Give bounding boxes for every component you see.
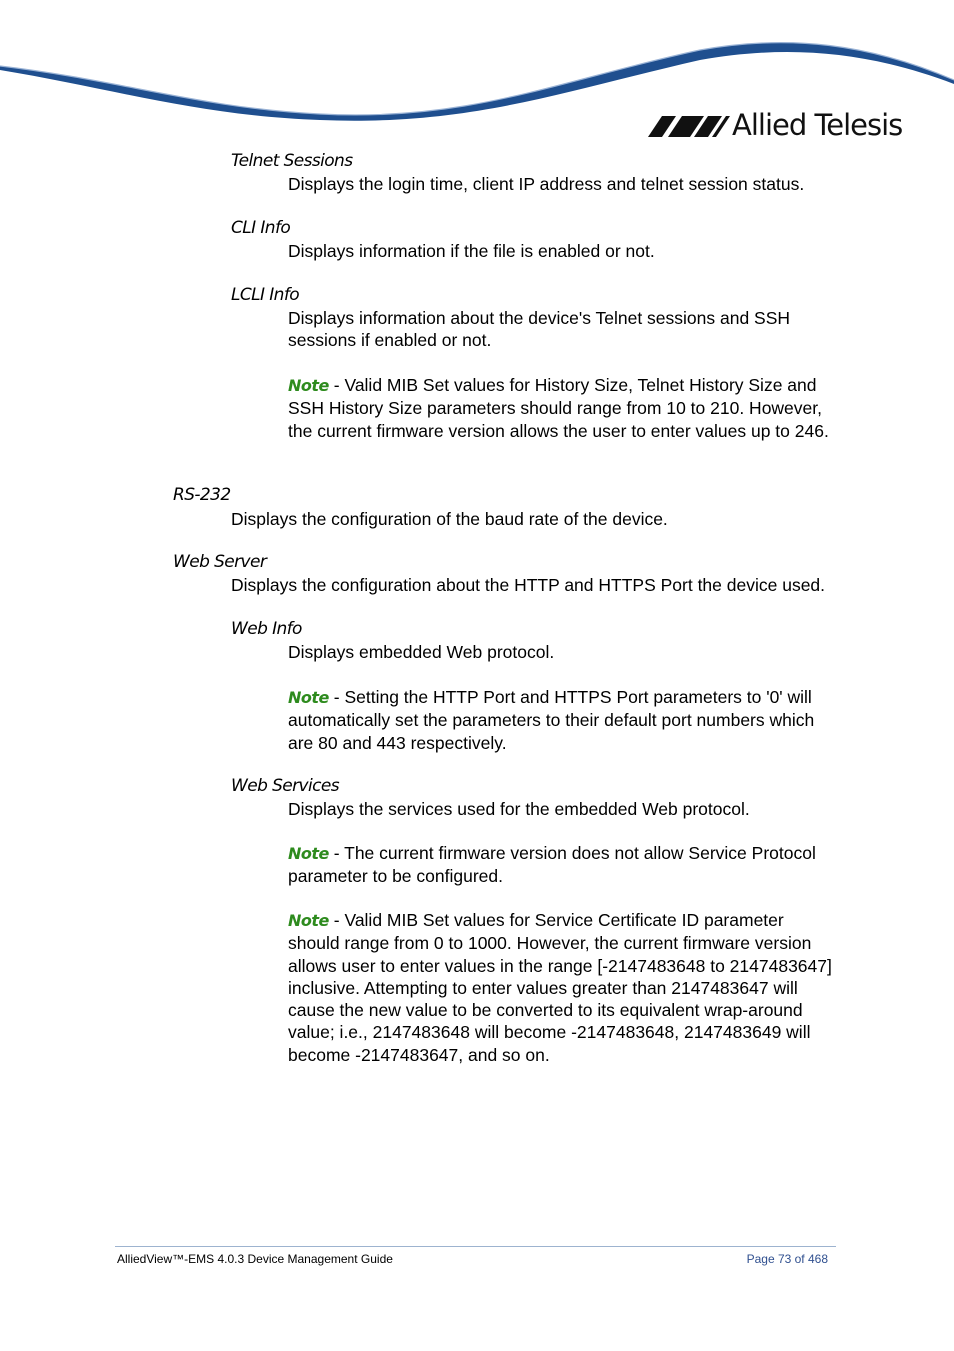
note-web-info [288, 686, 833, 754]
text-telnet-sessions: Displays the login time, client IP address and telnet session status. [288, 174, 805, 194]
text-web-info: Displays embedded Web protocol. [288, 642, 555, 662]
note-text: - Valid MIB Set values for History Size, Telnet History Size and SSH History Size parameters should range from 10 to 210. However, the current firmware version allows the user to enter values up to 246. [288, 375, 829, 441]
allied-telesis-logo-text: Allied Telesis [732, 108, 903, 142]
text-cli-info: Displays information if the file is enabled or not. [288, 241, 655, 261]
note-label: Note [288, 911, 329, 930]
heading-cli-info: CLI Info [231, 218, 291, 238]
note-label: Note [288, 376, 329, 395]
note-web-services-certificate [288, 909, 833, 1066]
allied-telesis-logo-mark [648, 116, 730, 137]
note-label: Note [288, 844, 329, 863]
footer-document-title: AlliedView™-EMS 4.0.3 Device Management Guide [117, 1252, 393, 1266]
heading-web-services: Web Services [231, 776, 339, 796]
text-lcli-info: Displays information about the device's Telnet sessions and SSH sessions if enabled or not. [288, 308, 791, 351]
note-web-services-protocol [288, 842, 833, 888]
text-rs232: Displays the configuration of the baud rate of the device. [231, 509, 668, 529]
text-web-server: Displays the configuration about the HTTP and HTTPS Port the device used. [231, 575, 826, 595]
note-lcli-info [288, 374, 833, 442]
heading-telnet-sessions: Telnet Sessions [231, 151, 353, 171]
footer-divider [115, 1246, 836, 1247]
footer-page-number: Page 73 of 468 [746, 1252, 828, 1266]
heading-web-server: Web Server [173, 552, 267, 572]
note-label: Note [288, 688, 329, 707]
header-swoosh-highlight [0, 43, 954, 115]
note-text: - Valid MIB Set values for Service Certificate ID parameter should range from 0 to 1000. However, the current firmware version allows user to enter values in the range [-2147483648 to 2147483647] inclusive. Attempting to enter values greater than 2147483647 will cause the new value to be converted to its equivalent wrap-around value; i.e., 2147483648 will become -2147483648, 2147483649 will become -2147483647, and so on. [288, 910, 832, 1065]
heading-web-info: Web Info [231, 619, 302, 639]
text-web-services: Displays the services used for the embedded Web protocol. [288, 799, 750, 819]
heading-lcli-info: LCLI Info [231, 285, 300, 305]
note-text: - Setting the HTTP Port and HTTPS Port parameters to '0' will automatically set the parameters to their default port numbers which are 80 and 443 respectively. [288, 687, 815, 753]
note-text: - The current firmware version does not allow Service Protocol parameter to be configured. [288, 843, 816, 887]
heading-rs232: RS-232 [173, 485, 231, 505]
